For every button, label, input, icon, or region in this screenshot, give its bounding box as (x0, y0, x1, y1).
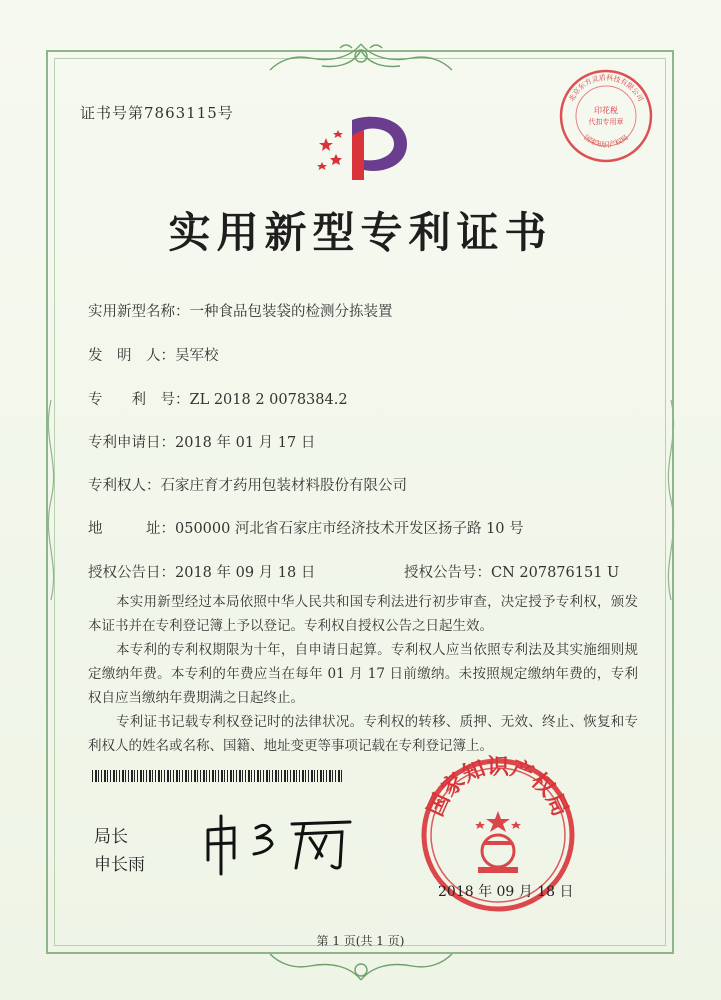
barcode (92, 770, 344, 782)
certificate-number: 证书号第7863115号 (80, 104, 234, 122)
svg-text:代扣专用章: 代扣专用章 (588, 118, 624, 126)
field-name-label: 实用新型名称： (88, 304, 190, 320)
field-holder-label: 专利权人： (88, 478, 161, 494)
body-paragraph-1: 本实用新型经过本局依照中华人民共和国专利法进行初步审查，决定授予专利权，颁发本证书并在专利登记簿上予以登记。专利权自授权公告之日起生效。 (88, 594, 638, 634)
field-name (88, 300, 393, 321)
svg-text:国家知识产权局: 国家知识产权局 (582, 133, 630, 149)
field-grant-no-value: CN 207876151 U (491, 565, 620, 581)
field-name-value: 一种食品包装袋的检测分拣装置 (189, 304, 393, 320)
field-address-label: 地 址： (88, 521, 175, 537)
field-inventor (88, 344, 219, 365)
field-inventor-value: 吴军校 (175, 348, 219, 364)
top-ornament-icon (250, 38, 472, 78)
page-number: 第 1 页(共 1 页) (316, 934, 405, 948)
field-apply-date (88, 431, 315, 452)
left-ornament-icon (40, 400, 62, 600)
director-signature-icon (200, 808, 360, 878)
field-patent-no-value: ZL 2018 2 0078384.2 (189, 392, 348, 408)
director-title: 局长 (94, 827, 128, 847)
right-ornament-icon (660, 400, 682, 600)
svg-text:印花税: 印花税 (594, 106, 618, 115)
stamp-duty-seal-icon (556, 66, 656, 166)
field-patent-no (88, 388, 348, 409)
body-paragraph-2: 本专利的专利权期限为十年，自申请日起算。专利权人应当依照专利法及其实施细则规定缴纳年费。本专利的年费应当在每年 01 月 17 日前缴纳。未按照规定缴纳年费的，专利权自应当缴纳年费期满之日起终止。 (88, 642, 638, 706)
field-address-value: 050000 河北省石家庄市经济技术开发区扬子路 10 号 (175, 521, 524, 537)
bottom-ornament-icon (250, 950, 472, 986)
certificate-body (88, 590, 638, 758)
field-grant-no-label: 授权公告号： (404, 565, 491, 581)
svg-text:国家知识产权局: 国家知识产权局 (423, 755, 573, 821)
field-apply-date-value: 2018 年 01 月 17 日 (175, 435, 316, 451)
svg-text:北京东方灵盾科技有限公司: 北京东方灵盾科技有限公司 (567, 73, 645, 103)
director-name: 申长雨 (94, 855, 145, 875)
field-inventor-label: 发 明 人： (88, 348, 175, 364)
field-grant-date-value: 2018 年 09 月 18 日 (175, 565, 316, 581)
field-address (88, 517, 524, 538)
field-holder (88, 474, 407, 495)
field-grant-date (88, 561, 315, 582)
field-patent-no-label: 专 利 号： (88, 392, 190, 408)
patent-office-logo-icon (312, 100, 422, 190)
field-grant-date-label: 授权公告日： (88, 565, 175, 581)
field-holder-value: 石家庄育才药用包装材料股份有限公司 (160, 478, 407, 494)
body-paragraph-3: 专利证书记载专利权登记时的法律状况。专利权的转移、质押、无效、终止、恢复和专利权人的姓名或名称、国籍、地址变更等事项记载在专利登记簿上。 (88, 714, 638, 754)
field-apply-date-label: 专利申请日： (88, 435, 175, 451)
field-grant-no (404, 561, 619, 582)
certificate-title: 实用新型专利证书 (168, 208, 553, 257)
issue-date: 2018 年 09 月 18 日 (438, 884, 574, 900)
